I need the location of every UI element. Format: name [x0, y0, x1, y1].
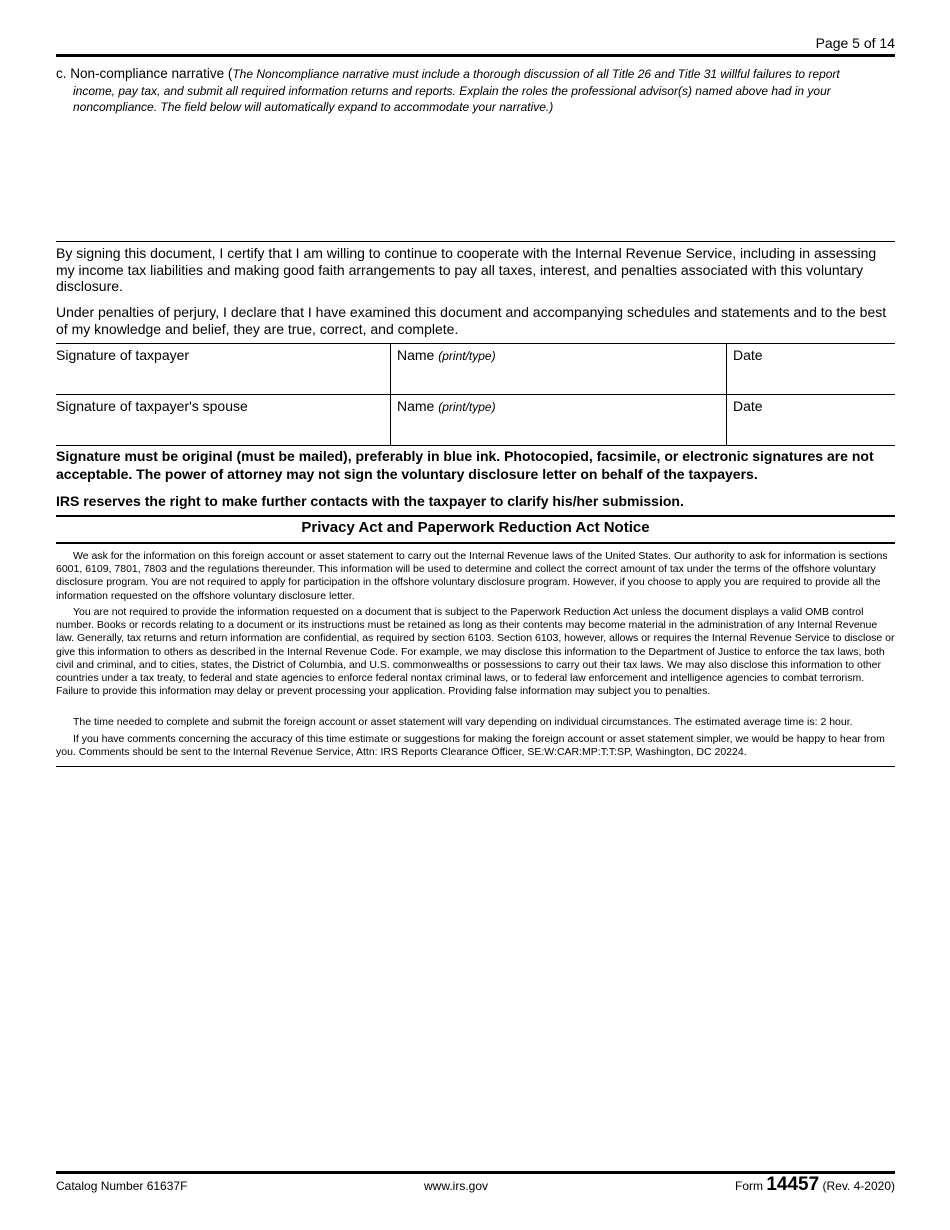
privacy-rule-bottom — [56, 542, 895, 544]
notice-end-rule — [56, 766, 895, 767]
name-label: Name — [397, 398, 435, 414]
privacy-paragraph-4: If you have comments concerning the accuracy of this time estimate or suggestions for making the foreign account or asset statement simpler, we would be happy to hear from you. Comments should be sent to the Internal Revenue Service, Attn: IRS Reports Clearance Officer, SE:W:CAR:MP:T:T:SP, Washington, DC 20224. — [56, 733, 885, 759]
taxpayer-signature-label: Signature of taxpayer — [56, 347, 190, 363]
spouse-signature-field[interactable] — [56, 395, 390, 445]
taxpayer-name-field[interactable] — [390, 344, 726, 394]
catalog-number: Catalog Number 61637F — [56, 1179, 188, 1193]
irs-website: www.irs.gov — [424, 1179, 489, 1193]
signature-table — [56, 343, 895, 446]
date-label: Date — [733, 347, 763, 363]
perjury-declaration: Under penalties of perjury, I declare that I have examined this document and accompanying schedules and statements and to the best of my knowledge and belief, they are true, correct, and complete. — [56, 304, 887, 337]
irs-reserves-note: IRS reserves the right to make further contacts with the taxpayer to clarify his/her submission. — [56, 493, 684, 509]
privacy-paragraph-1: We ask for the information on this foreign account or asset statement to carry out the Internal Revenue laws of the United States. Our authority to ask for information is sections 6001, 6109, 7801, 7803 and the regulations thereunder. This information will be used to determine and collect the correct amount of tax under the terms of the offshore voluntary disclosure program. You are not required to apply for participation in the offshore voluntary disclosure program. However, if you choose to apply you are required to provide all the information requested on the offshore voluntary disclosure letter. — [56, 550, 888, 602]
form-word: Form — [734, 1179, 763, 1193]
spouse-name-field[interactable] — [390, 395, 726, 445]
privacy-rule-top — [56, 515, 895, 517]
narrative-label: c. Non-compliance narrative ( — [56, 66, 233, 81]
form-page — [56, 0, 895, 1230]
name-hint: (print/type) — [438, 400, 496, 414]
narrative-divider — [56, 241, 895, 242]
noncompliance-narrative-field[interactable] — [56, 122, 895, 238]
privacy-paragraph-2: You are not required to provide the information requested on a document that is subject to the Paperwork Reduction Act unless the document displays a valid OMB control number. Books or records relating to a document or its instructions must be retained as long as their contents may become material in the administration of any Internal Revenue law. Generally, tax returns and return information are confidential, as required by section 6103. Section 6103, however, allows or requires the Internal Revenue Service to disclose or give this information to others as described in the Internal Revenue Code. For example, we may disclose this information to the Department of Justice to enforce the tax laws, both civil and criminal, and to cities, states, the District of Columbia, and U.S. commonwealths or possessions to carry out their tax laws. We may also disclose this information to other countries under a tax treaty, to federal and state agencies to enforce federal nontax criminal laws, or to federal law enforcement and intelligence agencies to combat terrorism. Failure to provide this information may delay or prevent processing your application. Providing false information may subject you to penalties. — [56, 606, 895, 698]
taxpayer-date-field[interactable] — [726, 344, 895, 394]
form-revision: (Rev. 4-2020) — [822, 1179, 895, 1193]
form-number: 14457 — [766, 1174, 820, 1195]
date-label: Date — [733, 398, 763, 414]
page-number: Page 5 of 14 — [815, 35, 895, 51]
name-label: Name — [397, 347, 435, 363]
taxpayer-signature-row — [56, 343, 895, 394]
spouse-signature-row — [56, 394, 895, 446]
noncompliance-narrative-label — [56, 66, 876, 116]
original-signature-note: Signature must be original (must be mailed), preferably in blue ink. Photocopied, facsimile, or electronic signatures are not acceptable. The power of attorney may not sign the voluntary disclosure letter on behalf of the taxpayers. — [56, 448, 874, 482]
spouse-signature-label: Signature of taxpayer's spouse — [56, 398, 248, 414]
certification-text: By signing this document, I certify that I am willing to continue to cooperate with the Internal Revenue Service, including in assessing my income tax liabilities and making good faith arrangements to pay all taxes, interest, and penalties associated with this voluntary disclosure. — [56, 245, 877, 294]
narrative-instruction-2: income, pay tax, and submit all required information returns and reports. Explain the roles the professional advisor(s) named above had in your — [73, 83, 831, 98]
form-id — [735, 1174, 895, 1196]
narrative-instruction-1: The Noncompliance narrative must include a thorough discussion of all Title 26 and Title 31 willful failures to report — [232, 67, 840, 81]
header-rule — [56, 54, 895, 57]
page-footer — [56, 1174, 895, 1197]
narrative-instruction-3: noncompliance. The field below will automatically expand to accommodate your narrative.) — [73, 100, 554, 114]
taxpayer-signature-field[interactable] — [56, 344, 390, 394]
privacy-paragraph-3: The time needed to complete and submit the foreign account or asset statement will vary depending on individual circumstances. The estimated average time is: 2 hour. — [73, 716, 853, 728]
privacy-notice-title: Privacy Act and Paperwork Reduction Act Notice — [301, 519, 650, 536]
spouse-date-field[interactable] — [726, 395, 895, 445]
name-hint: (print/type) — [438, 349, 496, 363]
